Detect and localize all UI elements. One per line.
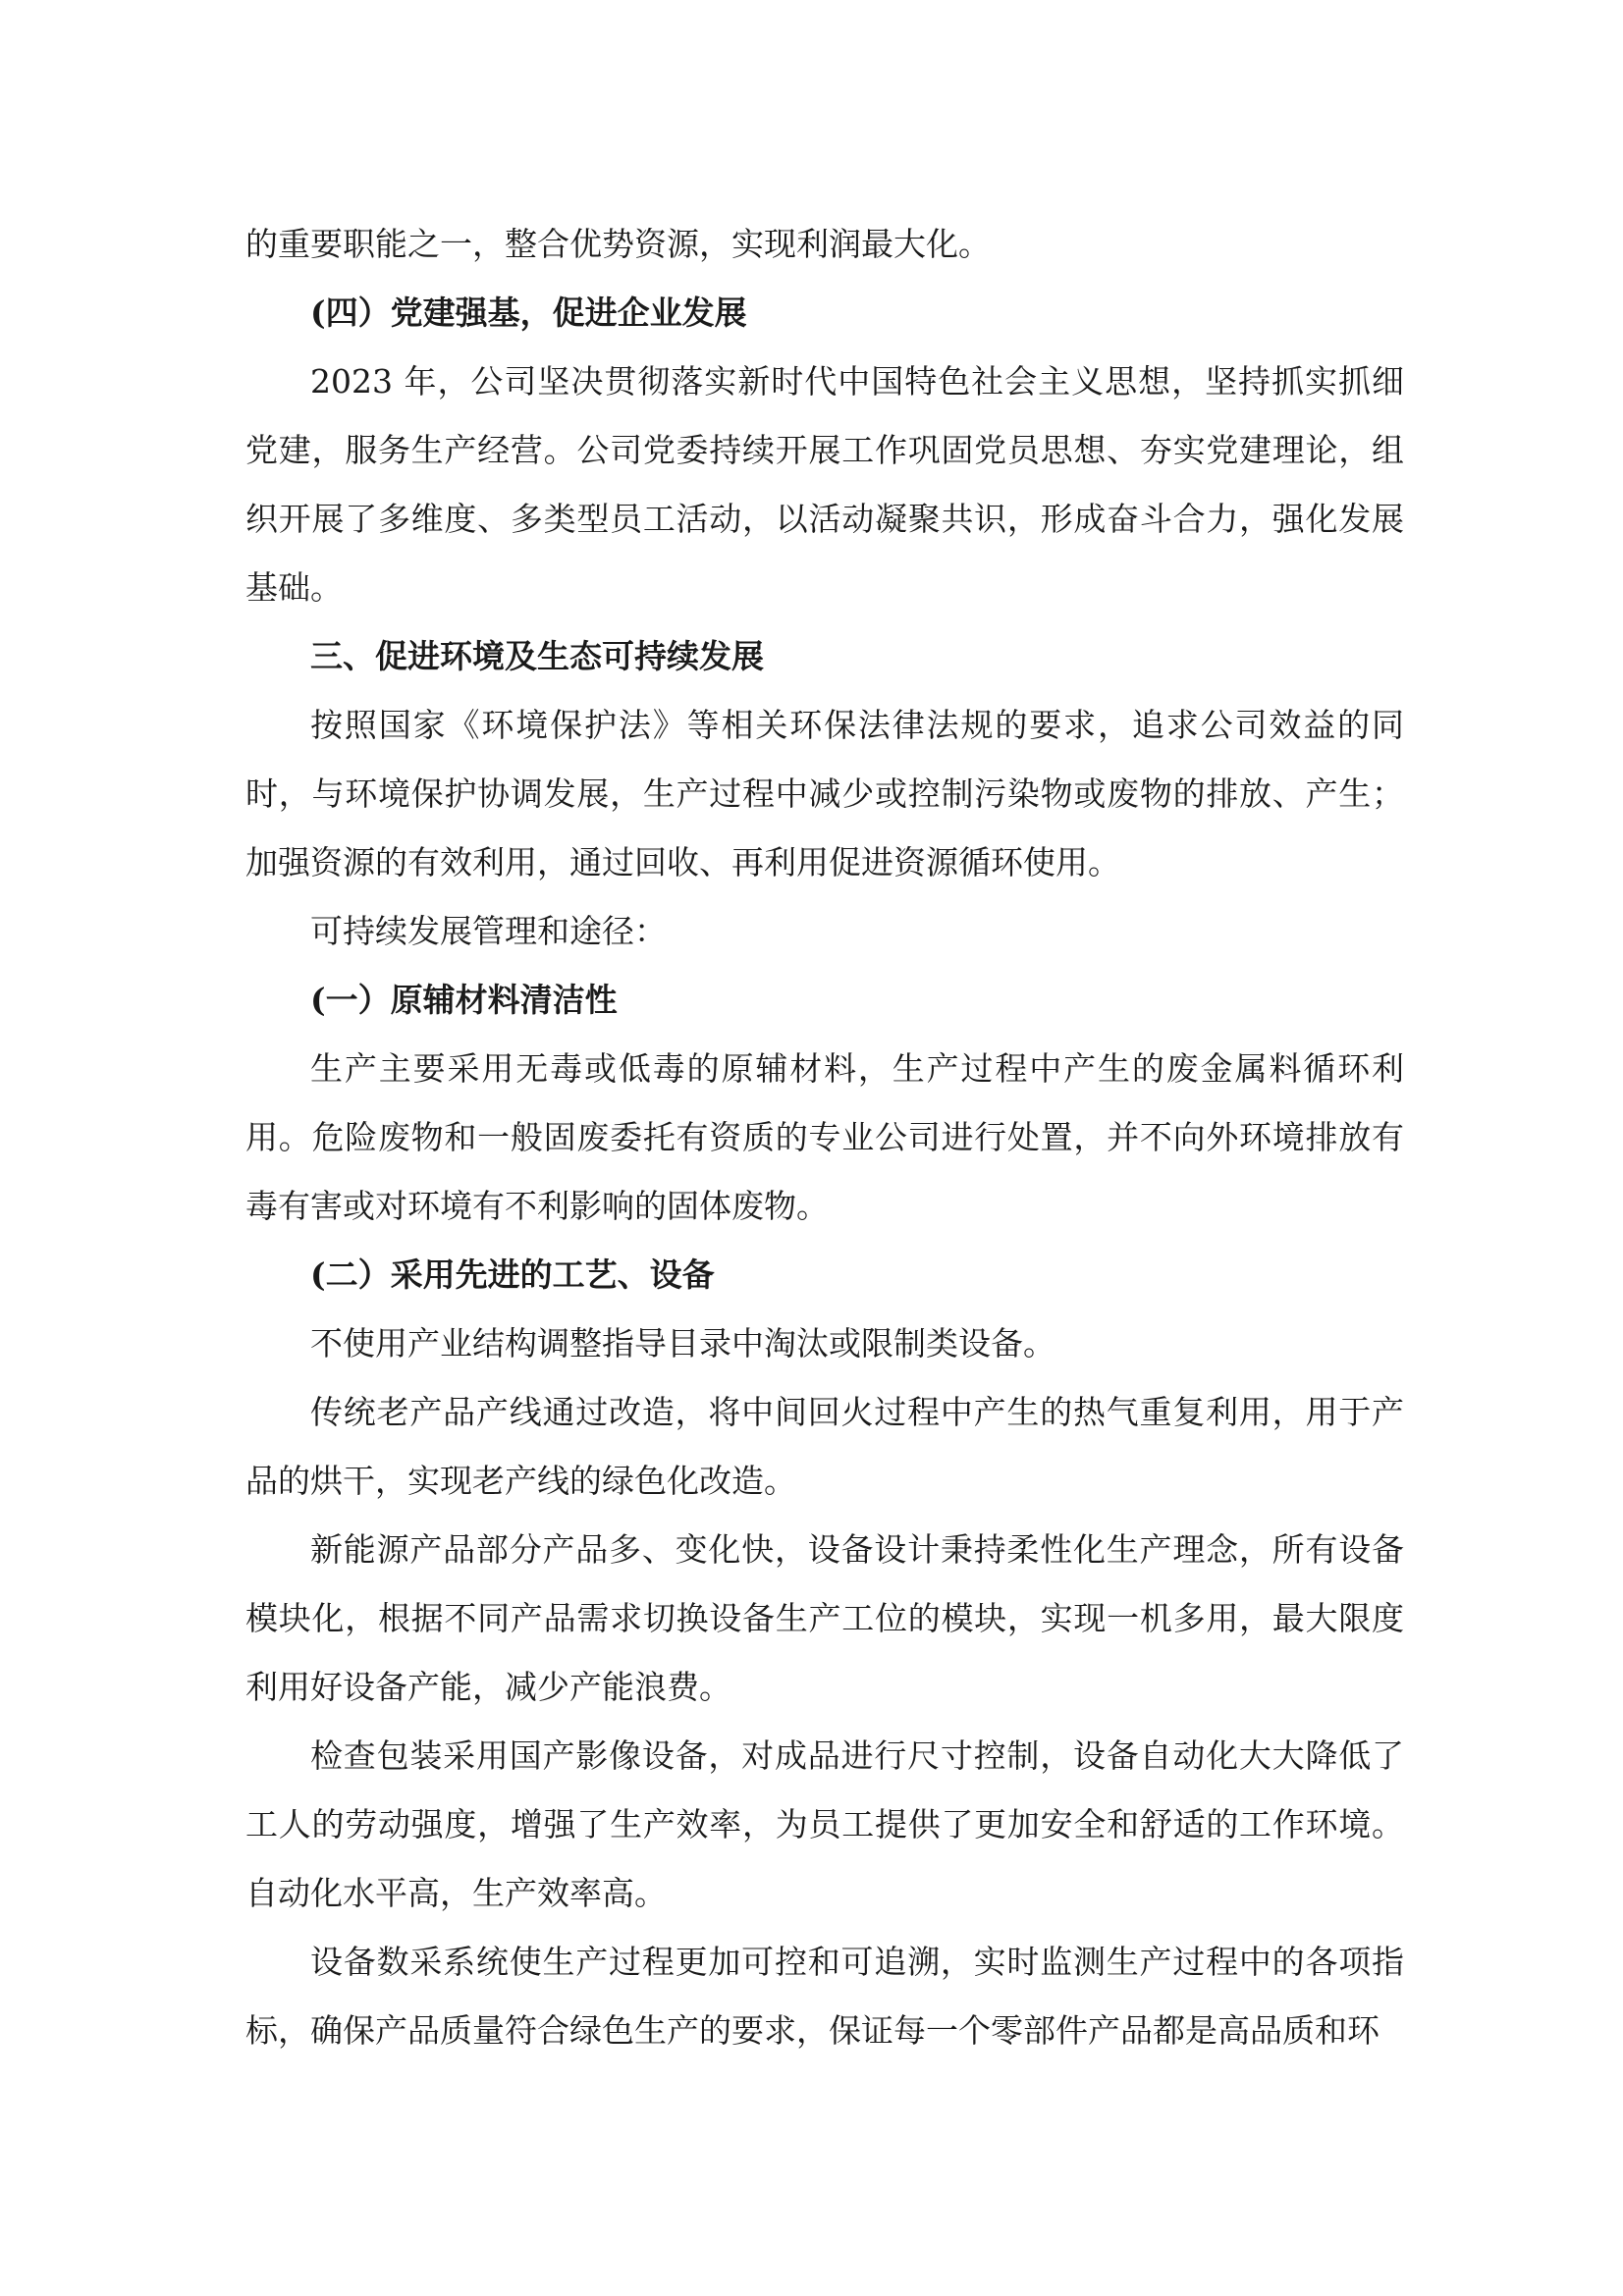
paragraph-inspection-packaging: 检查包装采用国产影像设备，对成品进行尺寸控制，设备自动化大大降低了工人的劳动强度，增强了生产效率，为员工提供了更加安全和舒适的工作环境。自动化水平高，生产效率高。 [245,1736,1404,1912]
paragraph-party-building: 2023 年，公司坚决贯彻落实新时代中国特色社会主义思想，坚持抓实抓细党建，服务生产经营。公司党委持续开展工作巩固党员思想、夯实党建理论，组织开展了多维度、多类型员工活动，以活动凝聚共识，形成奋斗合力，强化发展基础。 [245,362,1404,607]
section-heading-environment: 三、促进环境及生态可持续发展 [310,637,764,675]
section-heading-process-equipment: (二）采用先进的工艺、设备 [310,1255,715,1294]
paragraph-new-energy: 新能源产品部分产品多、变化快，设备设计秉持柔性化生产理念，所有设备模块化，根据不同产品需求切换设备生产工位的模块，实现一机多用，最大限度利用好设备产能，减少产能浪费。 [245,1530,1404,1706]
paragraph-no-obsolete-equipment: 不使用产业结构调整指导目录中淘汰或限制类设备。 [310,1324,1055,1362]
document-page [245,210,1404,2065]
paragraph-sustainability-intro: 可持续发展管理和途径： [310,912,667,950]
paragraph-raw-materials: 生产主要采用无毒或低毒的原辅材料，生产过程中产生的废金属料循环利用。危险废物和一般固废委托有资质的专业公司进行处置，并不向外环境排放有毒有害或对环境有不利影响的固体废物。 [245,1049,1404,1225]
section-heading-party-building: (四）党建强基，促进企业发展 [310,294,747,332]
paragraph-continuation: 的重要职能之一，整合优势资源，实现利润最大化。 [245,225,991,263]
paragraph-data-collection: 设备数采系统使生产过程更加可控和可追溯，实时监测生产过程中的各项指标，确保产品质量符合绿色生产的要求，保证每一个零部件产品都是高品质和环 [245,1943,1404,2050]
paragraph-legacy-line: 传统老产品产线通过改造，将中间回火过程中产生的热气重复利用，用于产品的烘干，实现老产线的绿色化改造。 [245,1393,1404,1500]
paragraph-environment-law: 按照国家《环境保护法》等相关环保法律法规的要求，追求公司效益的同时，与环境保护协调发展，生产过程中减少或控制污染物或废物的排放、产生；加强资源的有效利用，通过回收、再利用促进资源循环使用。 [245,706,1404,881]
section-heading-raw-materials: (一）原辅材料清洁性 [310,981,618,1019]
